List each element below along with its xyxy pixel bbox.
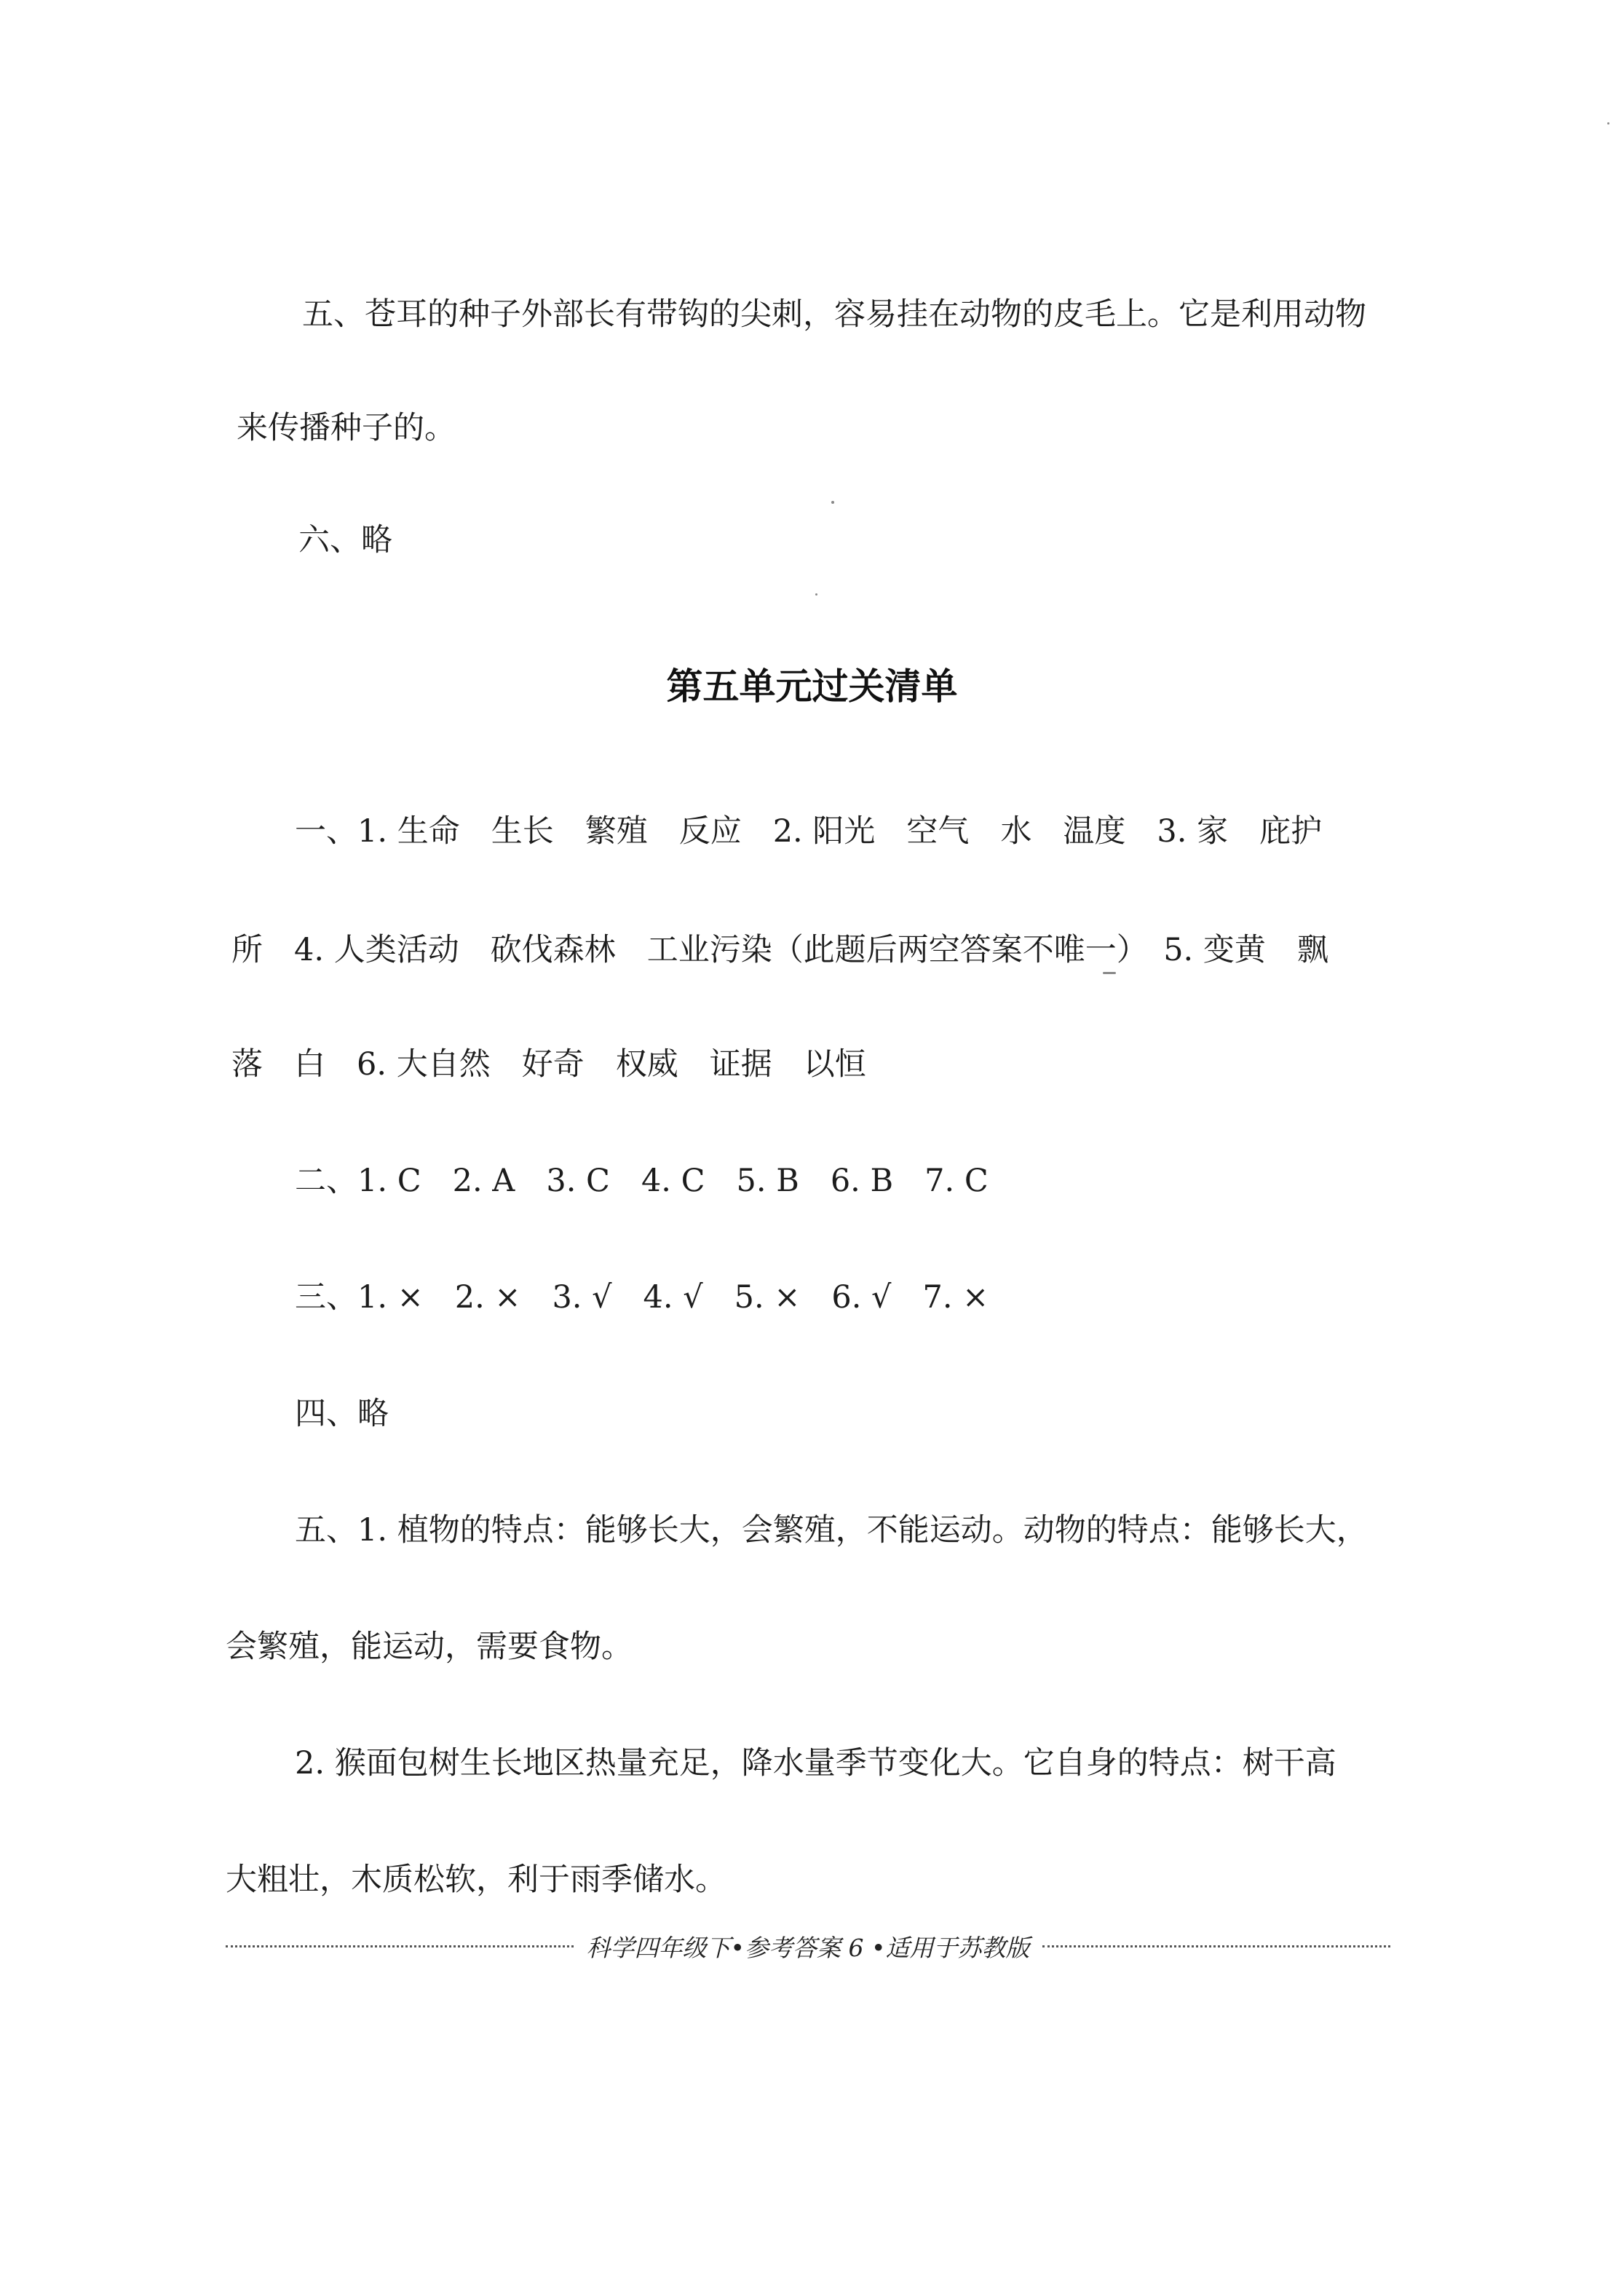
footer-rule-left [226, 1945, 574, 1947]
answer-line-5-2-cont: 大粗壮，木质松软，利于雨季储水。 [226, 1862, 726, 1898]
answer-line-2: 二、1. C 2. A 3. C 4. C 5. B 6. B 7. C [295, 1163, 989, 1199]
answer-line-5: 五、苍耳的种子外部长有带钩的尖刺，容易挂在动物的皮毛上。它是利用动物 [302, 296, 1366, 333]
page-footer [226, 1929, 1390, 1963]
answer-line-5-1: 五、1. 植物的特点：能够长大，会繁殖，不能运动。动物的特点：能够长大， [295, 1512, 1368, 1549]
answer-line-5-1-cont: 会繁殖，能运动，需要食物。 [226, 1629, 633, 1665]
section-title: 第五单元过关清单 [666, 665, 958, 708]
scan-speck [1103, 972, 1116, 974]
scan-speck [1607, 122, 1609, 124]
answer-line-5-2: 2. 猴面包树生长地区热量充足，降水量季节变化大。它自身的特点：树干高 [295, 1745, 1336, 1781]
answer-line-3: 三、1. × 2. × 3. √ 4. √ 5. × 6. √ 7. × [295, 1279, 989, 1316]
answer-line-6: 六、略 [298, 522, 392, 558]
scan-speck [831, 501, 834, 504]
answer-line-1-cont: 所 4. 人类活动 砍伐森林 工业污染（此题后两空答案不唯一） 5. 变黄 飘 [231, 932, 1328, 968]
footer-text: 科学四年级下•参考答案 6 •适用于苏教版 [586, 1934, 1030, 1962]
answer-line-1: 一、1. 生命 生长 繁殖 反应 2. 阳光 空气 水 温度 3. 家 庇护 [295, 813, 1323, 850]
footer-rule-right [1042, 1945, 1390, 1947]
answer-line-4: 四、略 [295, 1396, 389, 1432]
scan-speck [815, 593, 817, 596]
answer-line-1-cont2: 落 白 6. 大自然 好奇 权威 证据 以恒 [231, 1046, 866, 1083]
answer-line-5-cont: 来传播种子的。 [237, 410, 456, 446]
